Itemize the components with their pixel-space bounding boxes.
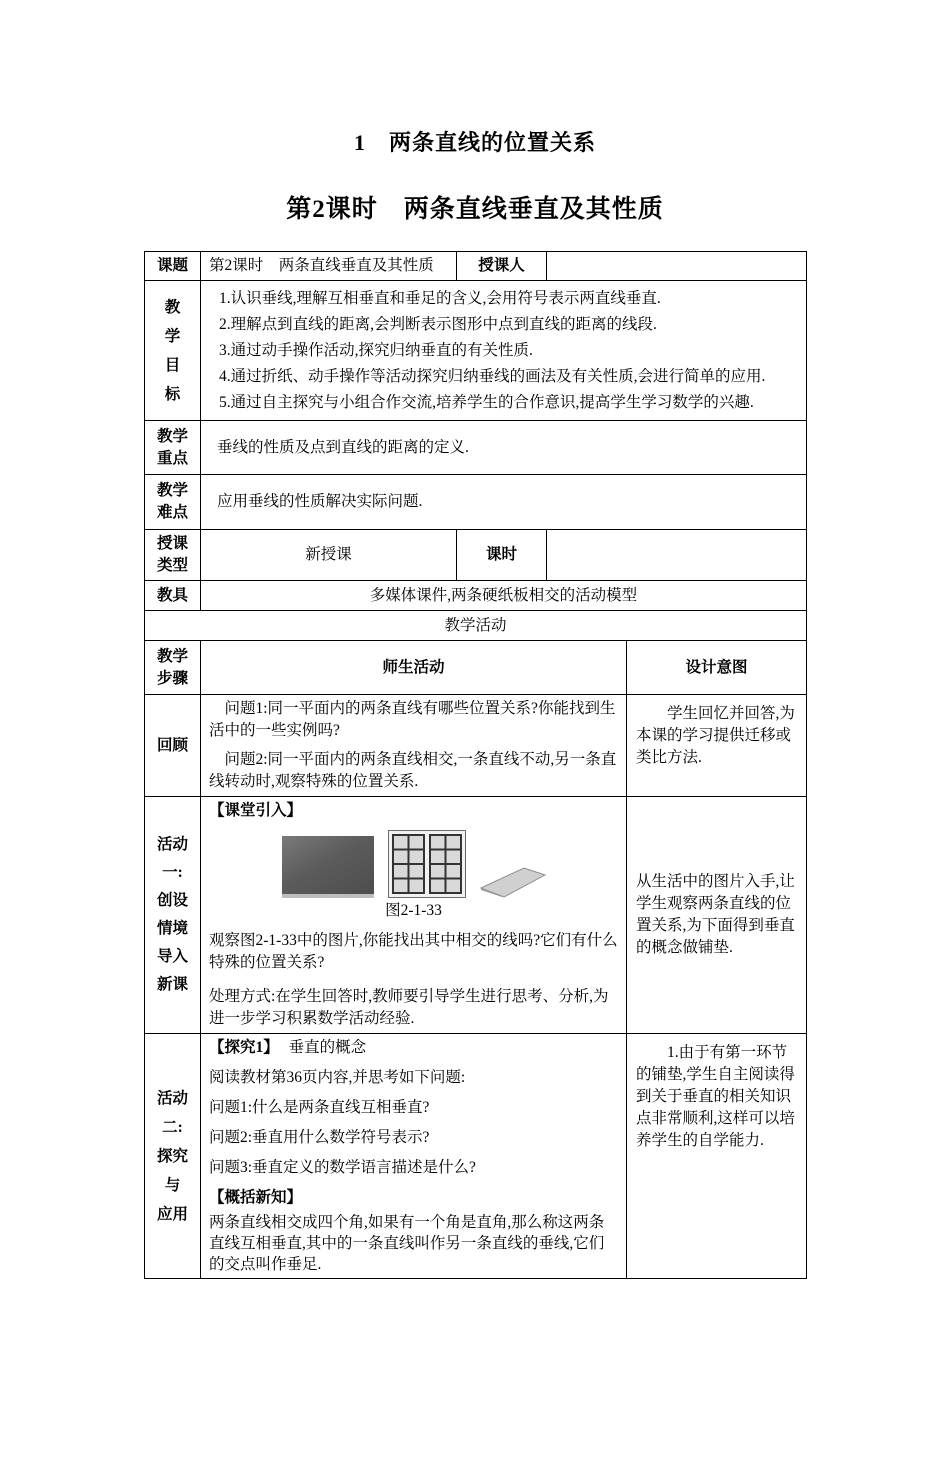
- activity1-label: 活动 一: 创设 情境 导入 新课: [145, 797, 201, 1034]
- lesson-title: 第2课时 两条直线垂直及其性质: [286, 196, 664, 223]
- figure-caption: 图2-1-33: [385, 902, 442, 919]
- explore-title: 垂直的概念: [288, 1039, 367, 1056]
- lesson-plan-table: [144, 251, 807, 1279]
- goal-item: 5.通过自主探究与小组合作交流,培养学生的合作意识,提高学生学习数学的兴趣.: [219, 393, 754, 411]
- goals-content: [201, 281, 807, 421]
- lesson-type-label: 授课 类型: [145, 530, 201, 581]
- summary-header: 【概括新知】: [209, 1189, 303, 1206]
- instructor-label: 授课人: [457, 252, 547, 281]
- observe-question: 观察图2-1-33中的图片,你能找出其中相交的线吗?它们有什么特殊的位置关系?: [209, 932, 618, 971]
- review-question-1: 问题1:同一平面内的两条直线有哪些位置关系?你能找到生活中的一些实例吗?: [209, 700, 616, 739]
- table-row-lesson-type: [145, 530, 807, 581]
- table-row-column-headers: [145, 641, 807, 695]
- difficult-point-value: 应用垂线的性质解决实际问题.: [201, 475, 807, 530]
- explore-question-1: 问题1:什么是两条直线互相垂直?: [209, 1099, 430, 1116]
- review-label: 回顾: [145, 695, 201, 797]
- key-point-label: 教学 重点: [145, 421, 201, 475]
- classroom-intro-header: 【课堂引入】: [209, 802, 303, 819]
- roof-image: [480, 866, 546, 898]
- table-row-activity-banner: [145, 611, 807, 641]
- teacher-student-column-header: 师生活动: [201, 641, 627, 695]
- table-row-topic: [145, 252, 807, 281]
- activity1-content: [201, 797, 627, 1034]
- blackboard-image: [282, 836, 374, 898]
- key-point-value: 垂线的性质及点到直线的距离的定义.: [201, 421, 807, 475]
- design-intent-column-header: 设计意图: [627, 641, 807, 695]
- activity1-intent: 从生活中的图片入手,让学生观察两条直线的位置关系,为下面得到垂直的概念做铺垫.: [627, 797, 807, 1034]
- activity2-intent: 1.由于有第一环节的铺垫,学生自主阅读得到关于垂直的相关知识点非常顺利,这样可以培养学生的自学能力.: [627, 1034, 807, 1279]
- figure-group: [209, 828, 618, 898]
- activity-banner: 教学活动: [145, 611, 807, 641]
- teaching-aids-label: 教具: [145, 581, 201, 611]
- table-row-key-point: [145, 421, 807, 475]
- document-page: [0, 126, 950, 1470]
- activity2-label: 活动 二: 探究 与 应用: [145, 1034, 201, 1279]
- review-question-2: 问题2:同一平面内的两条直线相交,一条直线不动,另一条直线转动时,观察特殊的位置关系.: [209, 751, 617, 790]
- table-row-review: [145, 695, 807, 797]
- period-value: [547, 530, 807, 581]
- table-row-activity2: [145, 1034, 807, 1279]
- summary-text: 两条直线相交成四个角,如果有一个角是直角,那么称这两条直线互相垂直,其中的一条直线叫作另一条直线的垂线,它们的交点叫作垂足.: [209, 1214, 605, 1273]
- teaching-aids-value: 多媒体课件,两条硬纸板相交的活动模型: [201, 581, 807, 611]
- activity2-content: [201, 1034, 627, 1279]
- goal-item: 3.通过动手操作活动,探究归纳垂直的有关性质.: [219, 341, 533, 359]
- lesson-type-value: 新授课: [201, 530, 457, 581]
- goal-item: 4.通过折纸、动手操作等活动探究归纳垂线的画法及有关性质,会进行简单的应用.: [219, 367, 766, 385]
- goal-item: 1.认识垂线,理解互相垂直和垂足的含义,会用符号表示两直线垂直.: [219, 289, 661, 307]
- review-intent: 学生回忆并回答,为本课的学习提供迁移或类比方法.: [627, 695, 807, 797]
- table-row-goals: [145, 281, 807, 421]
- explore-heading: [209, 1037, 618, 1058]
- goal-item: 2.理解点到直线的距离,会判断表示图形中点到直线的距离的线段.: [219, 315, 657, 333]
- instructor-value: [547, 252, 807, 281]
- table-row-difficult-point: [145, 475, 807, 530]
- reading-instruction: 阅读教材第36页内容,并思考如下问题:: [209, 1069, 466, 1086]
- explore-header: 【探究1】: [209, 1039, 279, 1056]
- handling-note: 处理方式:在学生回答时,教师要引导学生进行思考、分析,为进一步学习积累数学活动经验.: [209, 988, 609, 1027]
- goals-label: 教 学 目 标: [145, 281, 201, 421]
- table-row-activity1: [145, 797, 807, 1034]
- steps-column-header: 教学 步骤: [145, 641, 201, 695]
- explore-question-3: 问题3:垂直定义的数学语言描述是什么?: [209, 1159, 476, 1176]
- difficult-point-label: 教学 难点: [145, 475, 201, 530]
- topic-label: 课题: [145, 252, 201, 281]
- explore-question-2: 问题2:垂直用什么数学符号表示?: [209, 1129, 430, 1146]
- table-row-teaching-aids: [145, 581, 807, 611]
- chapter-title: 1 两条直线的位置关系: [353, 130, 596, 155]
- topic-value: 第2课时 两条直线垂直及其性质: [201, 252, 457, 281]
- period-label: 课时: [457, 530, 547, 581]
- review-content: [201, 695, 627, 797]
- window-image: [388, 830, 466, 898]
